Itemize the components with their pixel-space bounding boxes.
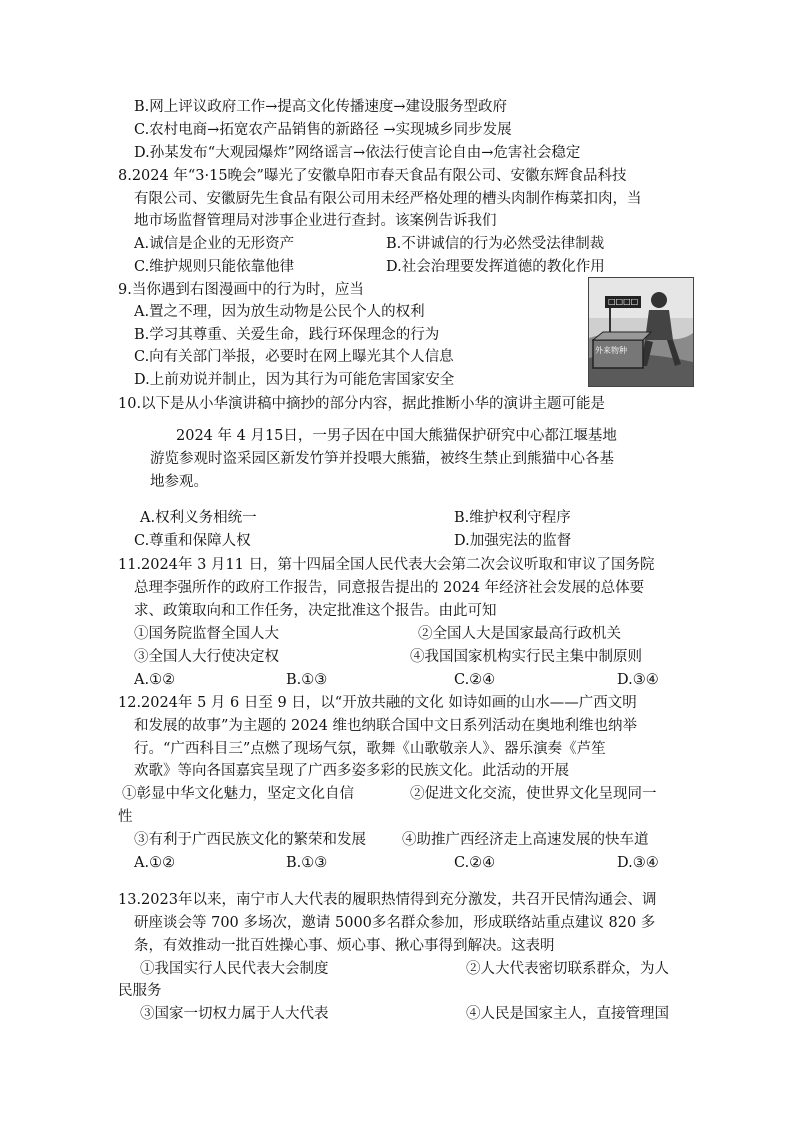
q13-item-2-wrap: 民服务	[118, 983, 162, 999]
q11-item-1: ①国务院监督全国人大	[134, 626, 279, 642]
q12-option-d: D.③④	[617, 855, 659, 871]
q11-item-3: ③全国人大行使决定权	[134, 649, 279, 665]
q8-option-d: D.社会治理要发挥道德的教化作用	[386, 259, 605, 275]
q12-option-a: A.①②	[134, 855, 176, 871]
q11-stem-line-1: 11.2024年 3 月11 日，第十四届全国人民代表大会第二次会议听取和审议了国务院	[118, 557, 655, 573]
q12-item-2-wrap: 性	[118, 809, 133, 825]
q12-option-b: B.①③	[286, 855, 328, 871]
q11-stem-line-3: 求、政策取向和工作任务，决定批准这个报告。由此可知	[134, 603, 497, 619]
q12-item-4: ④助推广西经济走上高速发展的快车道	[402, 832, 649, 848]
q10-quote-line-3: 地参观。	[150, 474, 208, 490]
q11-option-b: B.①③	[286, 672, 328, 688]
q8-option-a: A.诚信是企业的无形资产	[134, 236, 295, 252]
q12-item-2: ②促进文化交流，使世界文化呈现同一	[410, 786, 657, 802]
q8-option-c: C.维护规则只能依靠他律	[134, 259, 295, 275]
q7-option-b: B.网上评议政府工作→提高文化传播速度→建设服务型政府	[134, 99, 508, 115]
q13-stem-line-2: 研座谈会等 700 多场次，邀请 5000多名群众参加，形成联络站重点建议 820 多	[134, 915, 656, 931]
q12-item-1: ①彰显中华文化魅力，坚定文化自信	[122, 786, 354, 802]
q9-stem: 9.当你遇到右图漫画中的行为时，应当	[118, 282, 364, 298]
q9-comic-image	[588, 277, 694, 387]
q13-item-3: ③国家一切权力属于人大代表	[140, 1006, 329, 1022]
q8-option-b: B.不讲诚信的行为必然受法律制裁	[386, 236, 605, 252]
q12-stem-line-1: 12.2024年 5 月 6 日至 9 日，以“开放共融的文化 如诗如画的山水——广西文明	[118, 695, 637, 711]
q13-item-4: ④人民是国家主人，直接管理国	[466, 1006, 669, 1022]
q8-stem-line-2: 有限公司、安徽厨先生食品有限公司用未经严格处理的槽头肉制作梅菜扣肉，当	[134, 191, 642, 207]
q9-option-d: D.上前劝说并制止，因为其行为可能危害国家安全	[134, 372, 455, 388]
q12-stem-line-2: 和发展的故事”为主题的 2024 维也纳联合国中文日系列活动在奥地利维也纳举	[134, 718, 638, 734]
q7-option-d: D.孙某发布“大观园爆炸”网络谣言→依法行使言论自由→危害社会稳定	[134, 145, 581, 161]
q13-item-1: ①我国实行人民代表大会制度	[140, 961, 329, 977]
q13-stem-line-1: 13.2023年以来，南宁市人大代表的履职热情得到充分激发，共召开民情沟通会、调	[118, 892, 657, 908]
comic-illustration	[589, 278, 693, 386]
q10-quote-line-1: 2024 年 4 月15日，一男子因在中国大熊猫保护研究中心都江堰基地	[176, 428, 617, 444]
q10-quote-line-2: 游览参观时盗采园区新发竹笋并投喂大熊猫，被终生禁止到熊猫中心各基	[150, 451, 614, 467]
q10-option-a: A.权利义务相统一	[140, 510, 257, 526]
q12-option-c: C.②④	[454, 855, 496, 871]
q12-stem-line-4: 欢歌》等向各国嘉宾呈现了广西多姿多彩的民族文化。此活动的开展	[134, 763, 569, 779]
q7-option-c: C.农村电商→拓宽农产品销售的新路径 →实现城乡同步发展	[134, 122, 512, 138]
q10-option-c: C.尊重和保障人权	[134, 533, 251, 549]
q11-option-a: A.①②	[134, 672, 176, 688]
q8-stem-line-3: 地市场监督管理局对涉事企业进行查封。该案例告诉我们	[134, 213, 497, 229]
comic-box-text: 外来物种	[595, 346, 627, 355]
q9-option-a: A.置之不理，因为放生动物是公民个人的权利	[134, 304, 425, 320]
comic-sign-text: □□□□	[605, 296, 641, 308]
q13-item-2: ②人大代表密切联系群众，为人	[466, 961, 669, 977]
q8-stem-line-1: 8.2024 年“3·15晚会”曝光了安徽阜阳市春天食品有限公司、安徽东辉食品科技	[118, 168, 627, 184]
q9-option-c: C.向有关部门举报，必要时在网上曝光其个人信息	[134, 349, 454, 365]
q11-item-4: ④我国国家机构实行民主集中制原则	[410, 649, 642, 665]
q10-option-b: B.维护权利守程序	[454, 510, 571, 526]
q9-option-b: B.学习其尊重、关爱生命，践行环保理念的行为	[134, 327, 440, 343]
q12-stem-line-3: 行。“广西科目三”点燃了现场气氛，歌舞《山歌敬亲人》、器乐演奏《芦笙	[134, 741, 606, 757]
q13-stem-line-3: 条，有效推动一批百姓操心事、烦心事、揪心事得到解决。这表明	[134, 938, 555, 954]
q10-stem: 10.以下是从小华演讲稿中摘抄的部分内容，据此推断小华的演讲主题可能是	[118, 396, 606, 412]
q11-item-2: ②全国人大是国家最高行政机关	[418, 626, 621, 642]
q10-option-d: D.加强宪法的监督	[454, 533, 572, 549]
q11-stem-line-2: 总理李强所作的政府工作报告，同意报告提出的 2024 年经济社会发展的总体要	[134, 580, 645, 596]
q11-option-c: C.②④	[454, 672, 496, 688]
q12-item-3: ③有利于广西民族文化的繁荣和发展	[134, 832, 366, 848]
q11-option-d: D.③④	[617, 672, 659, 688]
